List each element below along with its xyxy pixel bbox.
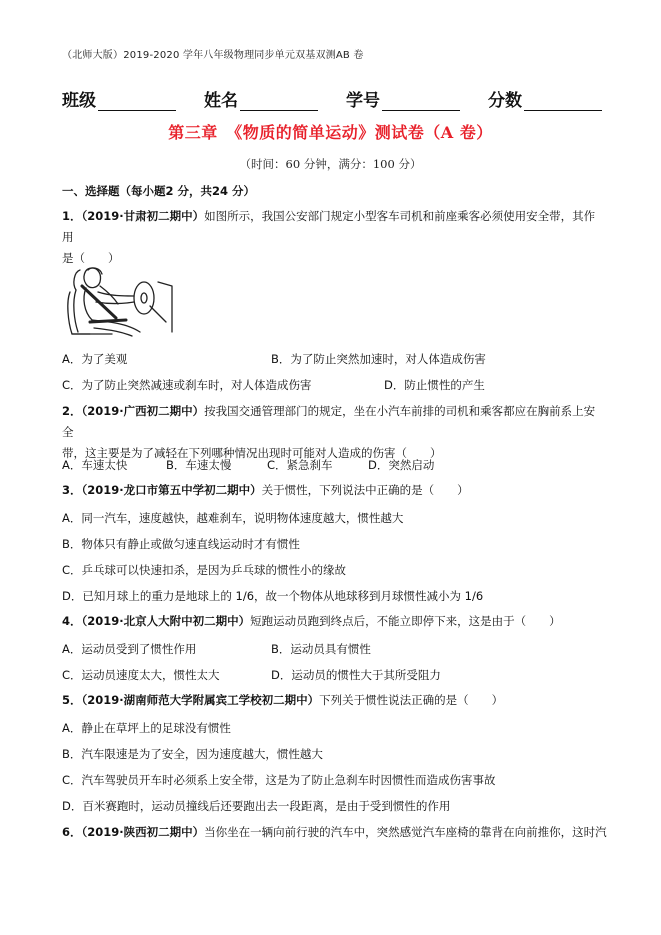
- question-source: （2019·龙口市第五中学初二期中）: [81, 483, 262, 497]
- class-blank[interactable]: [98, 92, 176, 111]
- question-2-line-1: [62, 401, 602, 443]
- class-label: 班级: [62, 91, 96, 111]
- option-d[interactable]: D．防止惯性的产生: [384, 378, 485, 392]
- class-field: [62, 86, 176, 111]
- question-source: （2019·陕西初二期中）: [81, 825, 205, 839]
- header-note: （北师大版）2019-2020 学年八年级物理同步单元双基双测AB 卷: [62, 50, 364, 61]
- score-label: 分数: [488, 91, 522, 111]
- id-label: 学号: [346, 91, 380, 111]
- question-number: 4．: [62, 614, 82, 628]
- option-a[interactable]: A．为了美观: [62, 352, 128, 366]
- question-4-line-1: [62, 611, 602, 632]
- question-source: （2019·广西初二期中）: [81, 404, 205, 418]
- question-number: 5．: [62, 693, 82, 707]
- option-c[interactable]: C．为了防止突然减速或刹车时，对人体造成伤害: [62, 378, 312, 392]
- question-6-line-1: [62, 822, 607, 843]
- question-stem: 如图所示，我国公安部门规定小型客车司机和前座乘客必须使用安全带，其作用: [62, 209, 596, 244]
- question-number: 1．: [62, 209, 82, 223]
- name-blank[interactable]: [240, 92, 318, 111]
- option-c[interactable]: C．汽车驾驶员开车时必须系上安全带，这是为了防止急刹车时因惯性而造成伤害事故: [62, 773, 496, 787]
- question-1-line-2: 是（ ）: [62, 251, 120, 265]
- option-a[interactable]: A．运动员受到了惯性作用: [62, 642, 197, 656]
- option-c[interactable]: C．紧急刹车: [267, 458, 333, 472]
- exam-title: 第三章 《物质的简单运动》测试卷（A 卷）: [168, 123, 493, 142]
- name-field: [204, 86, 318, 111]
- name-label: 姓名: [204, 91, 238, 111]
- question-stem: 当你坐在一辆向前行驶的汽车中，突然感觉汽车座椅的靠背在向前推你，这时汽: [204, 825, 607, 839]
- exam-subtitle: （时间：60 分钟，满分：100 分）: [239, 157, 422, 171]
- option-b[interactable]: B．为了防止突然加速时，对人体造成伤害: [271, 352, 486, 366]
- question-stem: 按我国交通管理部门的规定，坐在小汽车前排的司机和乘客都应在胸前系上安全: [62, 404, 596, 439]
- question-number: 2．: [62, 404, 82, 418]
- question-stem: 关于惯性，下列说法中正确的是（ ）: [261, 483, 469, 497]
- option-b[interactable]: B．物体只有静止或做匀速直线运动时才有惯性: [62, 537, 300, 551]
- question-2: [62, 401, 602, 464]
- question-1: [62, 206, 602, 269]
- option-d[interactable]: D．突然启动: [368, 458, 435, 472]
- question-source: （2019·湖南师范大学附属宾工学校初二期中）: [81, 693, 320, 707]
- question-number: 3．: [62, 483, 82, 497]
- option-b[interactable]: B．运动员具有惯性: [271, 642, 371, 656]
- question-3-line-1: [62, 480, 602, 501]
- question-1-line-1: [62, 206, 602, 248]
- seatbelt-driver-illustration: [62, 262, 174, 338]
- option-a[interactable]: A．车速太快: [62, 458, 128, 472]
- question-stem: 短跑运动员跑到终点后，不能立即停下来，这是由于（ ）: [250, 614, 561, 628]
- student-info-row: [62, 86, 602, 111]
- question-source: （2019·北京人大附中初二期中）: [81, 614, 251, 628]
- question-5-line-1: [62, 690, 602, 711]
- option-b[interactable]: B．汽车限速是为了安全，因为速度越大，惯性越大: [62, 747, 323, 761]
- question-stem: 下列关于惯性说法正确的是（ ）: [319, 693, 504, 707]
- score-field: [488, 86, 602, 111]
- question-3: [62, 480, 602, 501]
- option-d[interactable]: D．百米赛跑时，运动员撞线后还要跑出去一段距离，是由于受到惯性的作用: [62, 799, 451, 813]
- option-d[interactable]: D．运动员的惯性大于其所受阻力: [271, 668, 441, 682]
- question-2-line-2: 带，这主要是为了减轻在下列哪种情况出现时可能对人造成的伤害（ ）: [62, 446, 442, 460]
- option-a[interactable]: A．静止在草坪上的足球没有惯性: [62, 721, 231, 735]
- question-6: [62, 822, 607, 843]
- option-b[interactable]: B．车速太慢: [166, 458, 232, 472]
- option-a[interactable]: A．同一汽车，速度越快，越难刹车，说明物体速度越大，惯性越大: [62, 511, 404, 525]
- id-field: [346, 86, 460, 111]
- option-c[interactable]: C．运动员速度太大，惯性太大: [62, 668, 220, 682]
- option-c[interactable]: C．乒乓球可以快速扣杀，是因为乒乓球的惯性小的缘故: [62, 563, 347, 577]
- question-number: 6．: [62, 825, 82, 839]
- score-blank[interactable]: [524, 92, 602, 111]
- question-4: [62, 611, 602, 632]
- question-5: [62, 690, 602, 711]
- question-source: （2019·甘肃初二期中）: [81, 209, 205, 223]
- id-blank[interactable]: [382, 92, 460, 111]
- option-d[interactable]: D．已知月球上的重力是地球上的 1/6，故一个物体从地球移到月球惯性减小为 1/6: [62, 589, 484, 603]
- section-heading: 一、选择题（每小题2 分，共24 分）: [62, 184, 256, 198]
